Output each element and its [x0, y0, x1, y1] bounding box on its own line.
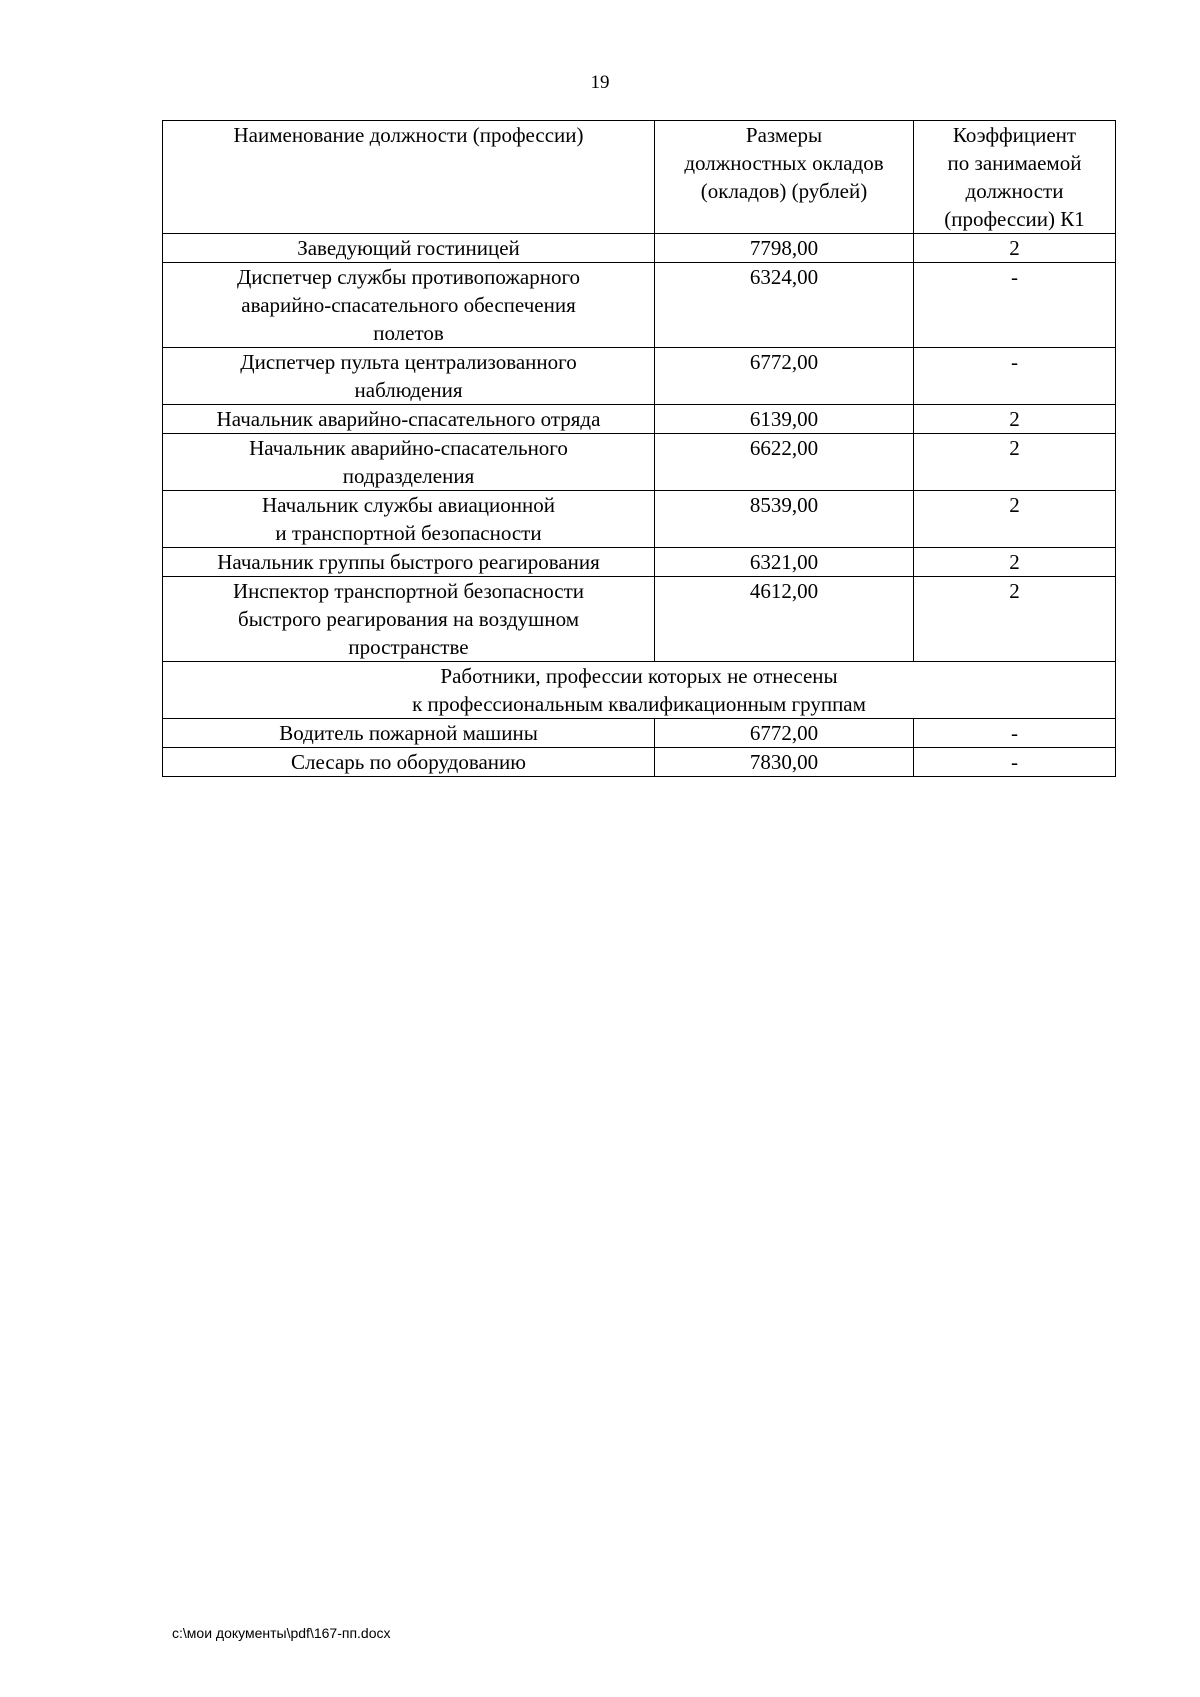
coefficient-value: -: [914, 263, 1116, 348]
coefficient-value: 2: [914, 434, 1116, 491]
footer-file-path: c:\мои документы\pdf\167-пп.docx: [172, 1625, 391, 1641]
table-row: [163, 234, 1116, 263]
table-row: [163, 748, 1116, 777]
header-coefficient: Коэффициент по занимаемой должности (профессии) К1: [914, 121, 1116, 234]
coefficient-value: -: [914, 348, 1116, 405]
table-row: [163, 577, 1116, 662]
table-row: [163, 263, 1116, 348]
position-name: Диспетчер пульта централизованного наблюдения: [163, 348, 655, 405]
salary-value: 6139,00: [655, 405, 914, 434]
salary-value: 6324,00: [655, 263, 914, 348]
position-name: Заведующий гостиницей: [163, 234, 655, 263]
section-heading-row: [163, 662, 1116, 719]
position-name: Начальник аварийно-спасательного подразделения: [163, 434, 655, 491]
coefficient-value: 2: [914, 405, 1116, 434]
salary-value: 7830,00: [655, 748, 914, 777]
position-name: Диспетчер службы противопожарного аварийно-спасательного обеспечения полетов: [163, 263, 655, 348]
salary-value: 8539,00: [655, 491, 914, 548]
salary-value: 4612,00: [655, 577, 914, 662]
coefficient-value: 2: [914, 234, 1116, 263]
coefficient-value: 2: [914, 548, 1116, 577]
table-row: [163, 405, 1116, 434]
coefficient-value: 2: [914, 577, 1116, 662]
salary-value: 6772,00: [655, 348, 914, 405]
salary-value: 6772,00: [655, 719, 914, 748]
position-name: Инспектор транспортной безопасности быстрого реагирования на воздушном пространстве: [163, 577, 655, 662]
table-row: [163, 491, 1116, 548]
position-name: Начальник группы быстрого реагирования: [163, 548, 655, 577]
table-header-row: [163, 121, 1116, 234]
coefficient-value: -: [914, 719, 1116, 748]
position-name: Начальник службы авиационной и транспортной безопасности: [163, 491, 655, 548]
table-row: [163, 434, 1116, 491]
table-row: [163, 348, 1116, 405]
position-name: Водитель пожарной машины: [163, 719, 655, 748]
table-row: [163, 548, 1116, 577]
page-number: 19: [590, 72, 610, 93]
header-salary: Размеры должностных окладов (окладов) (рублей): [655, 121, 914, 234]
salary-value: 6321,00: [655, 548, 914, 577]
position-name: Слесарь по оборудованию: [163, 748, 655, 777]
section-heading: Работники, профессии которых не отнесены к профессиональным квалификационным группам: [163, 662, 1116, 719]
coefficient-value: -: [914, 748, 1116, 777]
salary-table: [162, 120, 1116, 777]
header-position: Наименование должности (профессии): [163, 121, 655, 234]
salary-value: 7798,00: [655, 234, 914, 263]
salary-value: 6622,00: [655, 434, 914, 491]
table-row: [163, 719, 1116, 748]
coefficient-value: 2: [914, 491, 1116, 548]
position-name: Начальник аварийно-спасательного отряда: [163, 405, 655, 434]
